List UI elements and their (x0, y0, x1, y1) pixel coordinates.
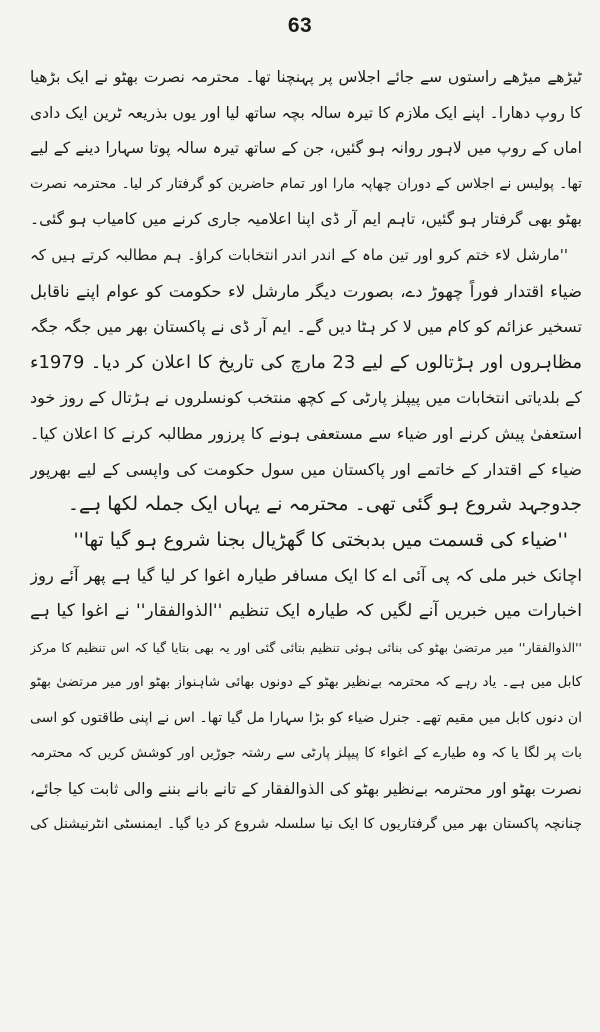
text-line: مظاہروں اور ہڑتالوں کے لیے 23 مارچ کی تاریخ کا اعلان کر دیا۔ 1979ء (30, 351, 582, 373)
body-text (30, 60, 582, 843)
text-line: ''الذوالفقار'' میر مرتضیٰ بھٹو کی بنائی ہوئی تنظیم بتائی گئی اور یہ بھی بتایا گیا کہ اس تنظیم کا مرکز (30, 639, 582, 655)
text-line: کے بلدیاتی انتخابات میں پیپلز پارٹی کے کچھ منتخب کونسلروں نے ہڑتال کے روز خود (30, 388, 582, 408)
text-line: نصرت بھٹو اور محترمہ بےنظیر بھٹو کی الذوالفقار کے تانے بانے بننے والی ثابت کیا جائے، (30, 779, 582, 798)
page-number: 63 (287, 14, 313, 37)
text-line: اچانک خبر ملی کہ پی آئی اے کا ایک مسافر طیارہ اغوا کر لیا گیا ہے پھر آئے روز (30, 566, 582, 586)
text-line: اماں کے روپ میں لاہور روانہ ہو گئیں، جن کے ساتھ تیرہ سالہ پوتا سہارا دینے کے لیے (30, 139, 582, 158)
text-line: ضیاء اقتدار فوراً چھوڑ دے، بصورت دیگر مارشل لاء حکومت کو عوام اپنے ناقابل (30, 281, 582, 301)
quote-line: ''ضیاء کی قسمت میں بدبختی کا گھڑیال بجنا شروع ہو گیا تھا'' (73, 528, 568, 551)
text-line: بھٹو بھی گرفتار ہو گئیں، تاہم ایم آر ڈی اپنا اعلامیہ جاری کرنے میں کامیاب ہو گئی۔ (30, 210, 582, 229)
text-line: جدوجہد شروع ہو گئی تھی۔ محترمہ نے یہاں ایک جملہ لکھا ہے۔ (67, 493, 582, 516)
text-line: کا روپ دھارا۔ اپنے ایک ملازم کا تیرہ سالہ بچہ ساتھ لیا اور یوں بذریعہ ٹرین ایک دادی (30, 103, 582, 122)
text-line: تھا۔ پولیس نے اجلاس کے دوران چھاپہ مارا اور تمام حاضرین کو گرفتار کر لیا۔ محترمہ نصرت (30, 175, 582, 192)
text-line: چنانچہ پاکستان بھر میں گرفتاریوں کا ایک نیا سلسلہ شروع کر دیا گیا۔ ایمنسٹی انٹرنیشنل کی (30, 816, 582, 833)
text-line: بات پر لگا یا کہ وہ طیارے کے اغواء کا پیپلز پارٹی سے رشتہ جوڑیں اور کوشش کریں کہ محترمہ (30, 745, 582, 762)
quote-line: ''مارشل لاء ختم کرو اور تین ماہ کے اندر اندر انتخابات کراؤ۔ ہم مطالبہ کرتے ہیں کہ (30, 245, 568, 264)
text-line: ضیاء کے اقتدار کے خاتمے اور پاکستان میں سول حکومت کی واپسی کے لیے بھرپور (30, 459, 582, 479)
text-line: اخبارات میں خبریں آنے لگیں کہ طیارہ ایک تنظیم ''الذوالفقار'' نے اغوا کیا ہے (30, 600, 582, 621)
text-line: تسخیر عزائم کو کام میں لا کر ہٹا دیں گے۔ ایم آر ڈی نے پاکستان بھر میں جگہ جگہ (30, 317, 582, 337)
text-line: ان دنوں کابل میں مقیم تھے۔ جنرل ضیاء کو بڑا سہارا مل گیا تھا۔ اس نے اپنی طاقتوں کو اسی (30, 709, 582, 726)
text-line: ٹیڑھے میڑھے راستوں سے جائے اجلاس پر پہنچنا تھا۔ محترمہ نصرت بھٹو نے ایک بڑھیا (30, 68, 582, 86)
text-line: کابل میں ہے۔ یاد رہے کہ محترمہ بےنظیر بھٹو کے دونوں بھائی شاہنواز بھٹو اور میر مرتضیٰ بھٹو (30, 674, 582, 691)
text-line: استعفیٰ پیش کرنے اور ضیاء سے مستعفی ہونے کا پرزور مطالبہ کرنے کا اعلان کیا۔ (30, 423, 582, 443)
